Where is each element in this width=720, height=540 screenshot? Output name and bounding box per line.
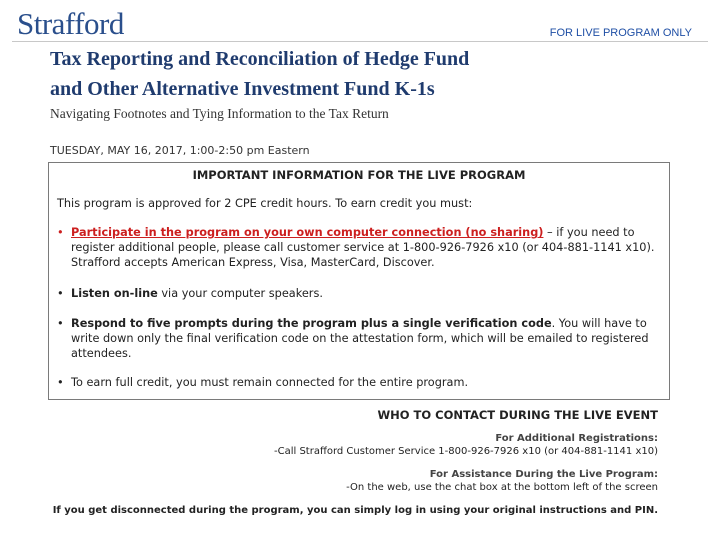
bullet-dot: • [57, 287, 64, 300]
registrations-text: -Call Strafford Customer Service 1-800-926-7926 x10 (or 404-881-1141 x10) [273, 446, 658, 457]
page-title [50, 44, 610, 104]
page-subtitle: Navigating Footnotes and Tying Information to the Tax Return [50, 106, 389, 121]
info-box-heading: IMPORTANT INFORMATION FOR THE LIVE PROGRAM [192, 168, 526, 182]
bullet-dot: • [57, 317, 64, 330]
registrations-label: For Additional Registrations: [495, 433, 658, 444]
bullet-full-credit [57, 375, 661, 390]
credit-intro: This program is approved for 2 CPE credit hours. To earn credit you must: [57, 197, 473, 210]
listen-bold: Listen on-line [71, 287, 158, 300]
disconnect-note: If you get disconnected during the program, you can simply log in using your original instructions and PIN. [52, 505, 658, 516]
respond-text: . You will have to write down only the final verification code on the attestation form, which will be emailed to registered attendees. [71, 317, 649, 360]
listen-text: via your computer speakers. [157, 287, 323, 300]
respond-bold: Respond to five prompts during the program plus a single verification code [71, 317, 552, 330]
title-line-1: Tax Reporting and Reconciliation of Hedge Fund [50, 48, 470, 70]
strafford-logo: Strafford [17, 6, 124, 41]
bullet-dot: • [57, 376, 64, 389]
bullet-dot: • [57, 226, 64, 239]
participate-text: – if you need to register additional people, please call customer service at 1-800-926-7926 x10 (or 404-881-1141 x10). Strafford accepts American Express, Visa, MasterCard, Discover. [71, 226, 655, 269]
participate-link[interactable]: Participate in the program on your own computer connection (no sharing) [71, 226, 544, 239]
contact-heading: WHO TO CONTACT DURING THE LIVE EVENT [377, 408, 658, 422]
full-credit-text: To earn full credit, you must remain connected for the entire program. [71, 376, 469, 389]
bullet-participate [57, 225, 661, 270]
program-date: TUESDAY, MAY 16, 2017, 1:00-2:50 pm Eastern [50, 144, 310, 157]
header-divider [12, 41, 708, 42]
important-info-box [48, 162, 670, 400]
bullet-listen [57, 286, 661, 301]
live-program-only-label: FOR LIVE PROGRAM ONLY [549, 27, 692, 39]
assistance-text: -On the web, use the chat box at the bottom left of the screen [346, 482, 658, 493]
bullet-respond [57, 316, 661, 361]
title-line-2: and Other Alternative Investment Fund K-1s [50, 78, 435, 100]
assistance-label: For Assistance During the Live Program: [429, 469, 658, 480]
